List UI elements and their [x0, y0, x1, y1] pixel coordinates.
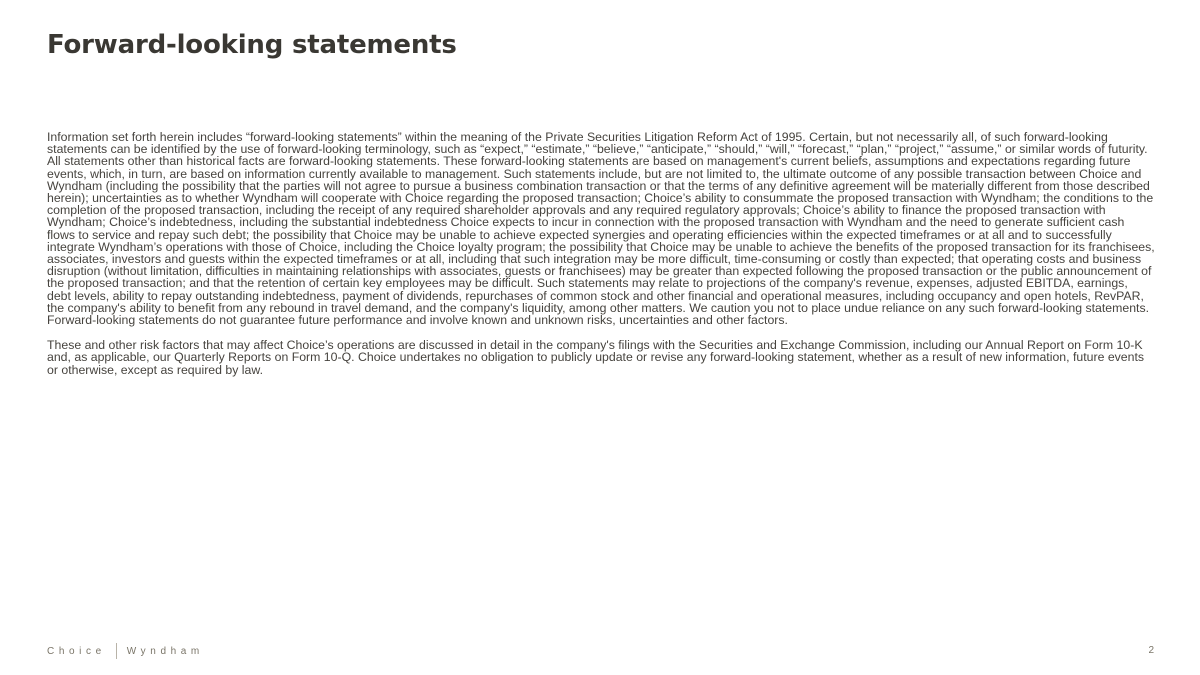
footer-brand-wyndham: Wyndham — [126, 645, 204, 657]
footer-brands — [47, 643, 204, 659]
disclaimer-paragraph-1: Information set forth herein includes “forward-looking statements” within the meaning of the Private Securities Litigation Reform Act of 1995. Certain, but not necessarily all, of such forward-looking statements can be identified by the use of forward-looking terminology, such as “expect,” “estimate,” “believe,” “anticipate,” “should,” “will,” “forecast,” “plan,” “project,” “assume,” or similar words of futurity. All statements other than historical facts are forward-looking statements. These forward-looking statements are based on management's current beliefs, assumptions and expectations regarding future events, which, in turn, are based on information currently available to management. Such statements include, but are not limited to, the ultimate outcome of any possible transaction between Choice and Wyndham (including the possibility that the parties will not agree to pursue a business combination transaction or that the terms of any definitive agreement will be materially different from those described herein); uncertainties as to whether Wyndham will cooperate with Choice regarding the proposed transaction; Choice’s ability to consummate the proposed transaction with Wyndham; the conditions to the completion of the proposed transaction, including the receipt of any required shareholder approvals and any required regulatory approvals; Choice’s ability to finance the proposed transaction with Wyndham; Choice’s indebtedness, including the substantial indebtedness Choice expects to incur in connection with the proposed transaction with Wyndham and the need to generate sufficient cash flows to service and repay such debt; the possibility that Choice may be unable to achieve expected synergies and operating efficiencies within the expected timeframes or at all and to successfully integrate Wyndham’s operations with those of Choice, including the Choice loyalty program; the possibility that Choice may be unable to achieve the benefits of the proposed transaction for its franchisees, associates, investors and guests within the expected timeframes or at all, including that such integration may be more difficult, time-consuming or costly than expected; that operating costs and business disruption (without limitation, difficulties in maintaining relationships with associates, guests or franchisees) may be greater than expected following the proposed transaction or the public announcement of the proposed transaction; and that the retention of certain key employees may be difficult. Such statements may relate to projections of the company's revenue, expenses, adjusted EBITDA, earnings, debt levels, ability to repay outstanding indebtedness, payment of dividends, repurchases of common stock and other financial and operational measures, including occupancy and open hotels, RevPAR, the company's ability to benefit from any rebound in travel demand, and the company's liquidity, among other matters. We caution you not to place undue reliance on any such forward-looking statements. Forward-looking statements do not guarantee future performance and involve known and unknown risks, uncertainties and other factors. — [47, 130, 1155, 328]
disclaimer-paragraph-2: These and other risk factors that may affect Choice’s operations are discussed in detail in the company's filings with the Securities and Exchange Commission, including our Annual Report on Form 10-K and, as applicable, our Quarterly Reports on Form 10-Q. Choice undertakes no obligation to publicly update or revise any forward-looking statement, whether as a result of new information, future events or otherwise, except as required by law. — [47, 338, 1145, 377]
page-title: Forward-looking statements — [47, 30, 457, 60]
footer-brand-choice: Choice — [47, 645, 106, 657]
footer-divider — [116, 643, 117, 659]
disclaimer-body — [47, 131, 1155, 389]
page-number: 2 — [1148, 645, 1154, 656]
